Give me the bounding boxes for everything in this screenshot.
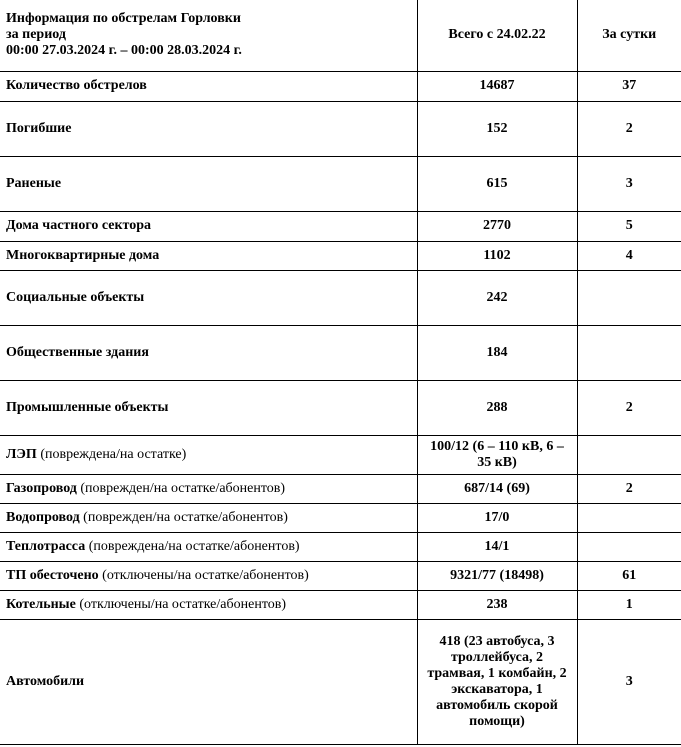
row-day: 2	[577, 101, 681, 156]
table-row	[0, 211, 681, 241]
row-total: 288	[417, 380, 577, 435]
row-label: ТП обесточено (отключены/на остатке/абонентов)	[0, 561, 417, 590]
table-row	[0, 474, 681, 503]
row-total: 14687	[417, 71, 577, 101]
row-label: Газопровод (поврежден/на остатке/абонентов)	[0, 474, 417, 503]
row-label: Количество обстрелов	[0, 71, 417, 101]
row-day: 61	[577, 561, 681, 590]
row-day: 4	[577, 241, 681, 270]
row-label: Котельные (отключены/на остатке/абонентов)	[0, 590, 417, 619]
table-row	[0, 380, 681, 435]
row-label: Общественные здания	[0, 325, 417, 380]
table-row	[0, 270, 681, 325]
report-period: 00:00 27.03.2024 г. – 00:00 28.03.2024 г.	[6, 43, 242, 59]
row-day	[577, 325, 681, 380]
row-day	[577, 532, 681, 561]
column-header-day: За сутки	[577, 0, 681, 71]
table-row	[0, 503, 681, 532]
row-total: 14/1	[417, 532, 577, 561]
row-label-detail: (отключены/на остатке/абонентов)	[75, 596, 287, 612]
row-label: Погибшие	[0, 101, 417, 156]
row-day: 37	[577, 71, 681, 101]
row-total: 1102	[417, 241, 577, 270]
row-total: 9321/77 (18498)	[417, 561, 577, 590]
column-header-total: Всего с 24.02.22	[417, 0, 577, 71]
row-label-detail: (повреждена/на остатке/абонентов)	[85, 538, 300, 554]
row-label-detail: (поврежден/на остатке/абонентов)	[79, 509, 288, 525]
row-total: 17/0	[417, 503, 577, 532]
row-total: 184	[417, 325, 577, 380]
row-label: ЛЭП (повреждена/на остатке)	[0, 435, 417, 474]
row-label-detail: (отключены/на остатке/абонентов)	[98, 567, 309, 583]
table-row	[0, 532, 681, 561]
row-day: 5	[577, 211, 681, 241]
row-day	[577, 270, 681, 325]
row-label-detail: (повреждена/на остатке)	[36, 446, 187, 462]
table-row	[0, 156, 681, 211]
row-day: 2	[577, 380, 681, 435]
table-row	[0, 101, 681, 156]
row-day: 1	[577, 590, 681, 619]
table-row	[0, 619, 681, 744]
row-total: 100/12 (6 – 110 кВ, 6 – 35 кВ)	[417, 435, 577, 474]
row-day: 2	[577, 474, 681, 503]
row-label: Автомобили	[0, 619, 417, 744]
row-label: Многоквартирные дома	[0, 241, 417, 270]
report-title-line1: Информация по обстрелам Горловки	[6, 11, 241, 27]
row-label: Раненые	[0, 156, 417, 211]
report-title-cell	[0, 0, 417, 71]
row-total: 238	[417, 590, 577, 619]
table-row	[0, 241, 681, 270]
report-title-line2: за период	[6, 27, 66, 43]
row-label: Социальные объекты	[0, 270, 417, 325]
row-total: 2770	[417, 211, 577, 241]
row-label-detail: (поврежден/на остатке/абонентов)	[76, 480, 286, 496]
table-row	[0, 71, 681, 101]
row-day: 3	[577, 619, 681, 744]
row-total: 615	[417, 156, 577, 211]
table-row	[0, 435, 681, 474]
header-row	[0, 0, 681, 71]
row-total: 687/14 (69)	[417, 474, 577, 503]
row-day	[577, 435, 681, 474]
table-row	[0, 590, 681, 619]
row-label: Теплотрасса (повреждена/на остатке/абонентов)	[0, 532, 417, 561]
row-day	[577, 503, 681, 532]
row-label: Промышленные объекты	[0, 380, 417, 435]
table-row	[0, 561, 681, 590]
row-total: 418 (23 автобуса, 3 троллейбуса, 2 трамвая, 1 комбайн, 2 экскаватора, 1 автомобиль скорой помощи)	[417, 619, 577, 744]
row-label: Дома частного сектора	[0, 211, 417, 241]
table-row	[0, 325, 681, 380]
row-total: 242	[417, 270, 577, 325]
row-total: 152	[417, 101, 577, 156]
row-day: 3	[577, 156, 681, 211]
row-label: Водопровод (поврежден/на остатке/абонентов)	[0, 503, 417, 532]
